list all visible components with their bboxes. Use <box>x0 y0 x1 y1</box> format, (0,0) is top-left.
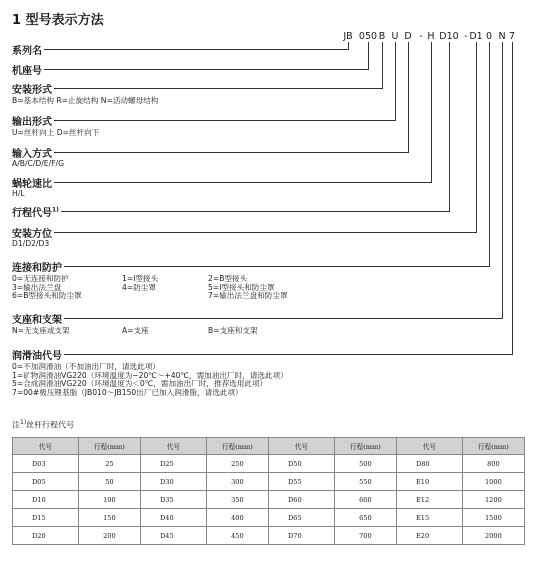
col-header-stroke: 行程(mm) <box>206 438 268 455</box>
stroke-code-cell: D40 <box>140 509 206 527</box>
section-option: A=支座 <box>122 326 149 335</box>
model-code-segment: JB <box>343 31 353 42</box>
model-code-segment: H <box>427 31 435 42</box>
stroke-length-cell: 350 <box>206 491 268 509</box>
stroke-length-cell: 150 <box>78 509 140 527</box>
stroke-code-cell: E20 <box>396 527 462 545</box>
model-code-segment: 7 <box>508 31 516 42</box>
table-row <box>13 509 525 527</box>
stroke-code-cell: E10 <box>396 473 462 491</box>
stroke-length-cell: 1500 <box>462 509 524 527</box>
section-label <box>12 145 52 160</box>
section-option: N=无支座或支架 <box>12 326 70 335</box>
stroke-code-cell: D30 <box>140 473 206 491</box>
stroke-code-cell: D50 <box>268 455 334 473</box>
stroke-code-table <box>12 437 525 545</box>
table-row <box>13 491 525 509</box>
leader-line-vertical <box>395 42 396 121</box>
section-label <box>12 347 62 362</box>
stroke-code-cell: E12 <box>396 491 462 509</box>
model-code-segment: N <box>498 31 506 42</box>
col-header-code: 代号 <box>268 438 334 455</box>
leader-line <box>54 152 408 153</box>
section-option: 4=防尘罩 <box>122 282 156 292</box>
section-label <box>12 204 59 219</box>
leader-line <box>64 354 512 355</box>
section-option: 5=合成润滑油VG220（环境温度为＜0℃，需加油出厂时，推荐选用此项） <box>12 379 268 389</box>
stroke-length-cell: 200 <box>78 527 140 545</box>
stroke-code-cell: D03 <box>13 455 79 473</box>
leader-line-vertical <box>431 42 432 183</box>
leader-line <box>54 182 431 183</box>
stroke-length-cell: 550 <box>334 473 396 491</box>
section-label <box>12 225 52 240</box>
leader-line-vertical <box>368 42 369 70</box>
section-label-text: 行程代号 <box>12 208 52 219</box>
section-label-text: 输入方式 <box>12 149 52 160</box>
col-header-code: 代号 <box>140 438 206 455</box>
footnote-prefix: 注 <box>12 420 20 430</box>
stroke-length-cell: 500 <box>334 455 396 473</box>
stroke-code-cell: D55 <box>268 473 334 491</box>
stroke-code-cell: D20 <box>13 527 79 545</box>
leader-line-vertical <box>489 42 490 267</box>
stroke-length-cell: 700 <box>334 527 396 545</box>
stroke-code-cell: D65 <box>268 509 334 527</box>
section-label-text: 输出形式 <box>12 117 52 128</box>
model-code-segment: U <box>391 31 399 42</box>
table-body <box>13 455 525 545</box>
section-option: B=基本结构 R=止旋结构 N=活动螺母结构 <box>12 96 159 105</box>
stroke-length-cell: 300 <box>206 473 268 491</box>
section-label <box>12 42 42 57</box>
section-option: 7=00#极压锂基脂（JB010～JB150出厂已加入润滑脂，请选此项） <box>12 388 243 398</box>
section-label-text: 机座号 <box>12 66 42 77</box>
stroke-code-cell: E15 <box>396 509 462 527</box>
stroke-code-cell: D15 <box>13 509 79 527</box>
footnote-marker: 1) <box>20 419 27 426</box>
col-header-code: 代号 <box>396 438 462 455</box>
section-option: U=丝杆向上 D=丝杆向下 <box>12 128 100 137</box>
section-option: H/L <box>12 189 25 198</box>
model-code-segment: 0 <box>485 31 493 42</box>
section-label <box>12 259 62 274</box>
stroke-code-cell: D05 <box>13 473 79 491</box>
stroke-length-cell: 1200 <box>462 491 524 509</box>
stroke-code-cell: D60 <box>268 491 334 509</box>
footnote-text: 丝杆行程代号 <box>26 420 75 430</box>
section-label <box>12 175 52 190</box>
table-row <box>13 455 525 473</box>
model-code-segment: D1 <box>469 31 483 42</box>
model-code-segment: B <box>378 31 386 42</box>
stroke-length-cell: 450 <box>206 527 268 545</box>
section-option: 1=I型接头 <box>122 274 159 283</box>
leader-line <box>64 318 502 319</box>
stroke-length-cell: 100 <box>78 491 140 509</box>
section-option: 1=矿物润滑油VG220（环境温度为−20℃～+40℃，需加油出厂时，请选此项） <box>12 370 288 380</box>
leader-line <box>64 266 489 267</box>
stroke-code-cell: D25 <box>140 455 206 473</box>
section-option: 6=B型接头和防尘罩 <box>12 291 82 301</box>
footnote <box>12 419 74 431</box>
leader-line <box>54 120 395 121</box>
section-label-text: 安装方位 <box>12 229 52 240</box>
model-code-segment: 050 <box>358 31 378 42</box>
stroke-code-cell: D70 <box>268 527 334 545</box>
stroke-code-cell: D35 <box>140 491 206 509</box>
section-label <box>12 81 52 96</box>
leader-line <box>44 49 348 50</box>
leader-line <box>61 211 449 212</box>
section-option: D1/D2/D3 <box>12 239 50 248</box>
section-option: 2=B型接头 <box>208 274 248 283</box>
leader-line-vertical <box>348 42 349 50</box>
stroke-length-cell: 250 <box>206 455 268 473</box>
leader-line <box>54 88 382 89</box>
col-header-stroke: 行程(mm) <box>334 438 396 455</box>
stroke-code-cell: D10 <box>13 491 79 509</box>
section-label <box>12 311 62 326</box>
leader-line-vertical <box>476 42 477 233</box>
table-header-row <box>13 438 525 455</box>
leader-line-vertical <box>512 42 513 355</box>
leader-line <box>44 69 368 70</box>
section-option: 0=无连接和防护 <box>12 274 69 283</box>
section-label-text: 连接和防护 <box>12 263 62 274</box>
stroke-length-cell: 650 <box>334 509 396 527</box>
stroke-length-cell: 2000 <box>462 527 524 545</box>
model-code-segment: D <box>404 31 412 42</box>
leader-line-vertical <box>408 42 409 153</box>
table-row <box>13 473 525 491</box>
section-option: B=支座和支架 <box>208 326 258 335</box>
section-option: 5=I型接头和防尘罩 <box>208 282 275 292</box>
section-option: A/B/C/D/E/F/G <box>12 159 64 168</box>
table-row <box>13 527 525 545</box>
section-label <box>12 113 52 128</box>
stroke-code-cell: D45 <box>140 527 206 545</box>
model-code-segment: - <box>419 31 423 42</box>
leader-line-vertical <box>382 42 383 89</box>
col-header-stroke: 行程(mm) <box>78 438 140 455</box>
leader-line-vertical <box>449 42 450 212</box>
leader-line <box>54 232 476 233</box>
stroke-length-cell: 25 <box>78 455 140 473</box>
section-label-text: 系列名 <box>12 46 42 57</box>
section-label <box>12 62 42 77</box>
section-option: 3=输出法兰盘 <box>12 282 62 292</box>
stroke-length-cell: 50 <box>78 473 140 491</box>
section-label-text: 润滑油代号 <box>12 351 62 362</box>
section-footnote-marker: 1) <box>52 206 59 214</box>
model-code-segment: - <box>464 31 468 42</box>
col-header-code: 代号 <box>13 438 79 455</box>
page-title: 1 型号表示方法 <box>12 13 104 28</box>
stroke-code-cell: D80 <box>396 455 462 473</box>
section-label-text: 支座和支架 <box>12 315 62 326</box>
section-option: 0=不加润滑油（不加油出厂时，请选此项） <box>12 362 160 371</box>
leader-line-vertical <box>502 42 503 319</box>
model-code-segment: D10 <box>439 31 459 42</box>
stroke-length-cell: 400 <box>206 509 268 527</box>
stroke-length-cell: 600 <box>334 491 396 509</box>
stroke-length-cell: 800 <box>462 455 524 473</box>
section-option: 7=输出法兰盘和防尘罩 <box>208 291 288 301</box>
stroke-length-cell: 1000 <box>462 473 524 491</box>
section-label-text: 蜗轮速比 <box>12 179 52 190</box>
col-header-stroke: 行程(mm) <box>462 438 524 455</box>
section-label-text: 安装形式 <box>12 85 52 96</box>
